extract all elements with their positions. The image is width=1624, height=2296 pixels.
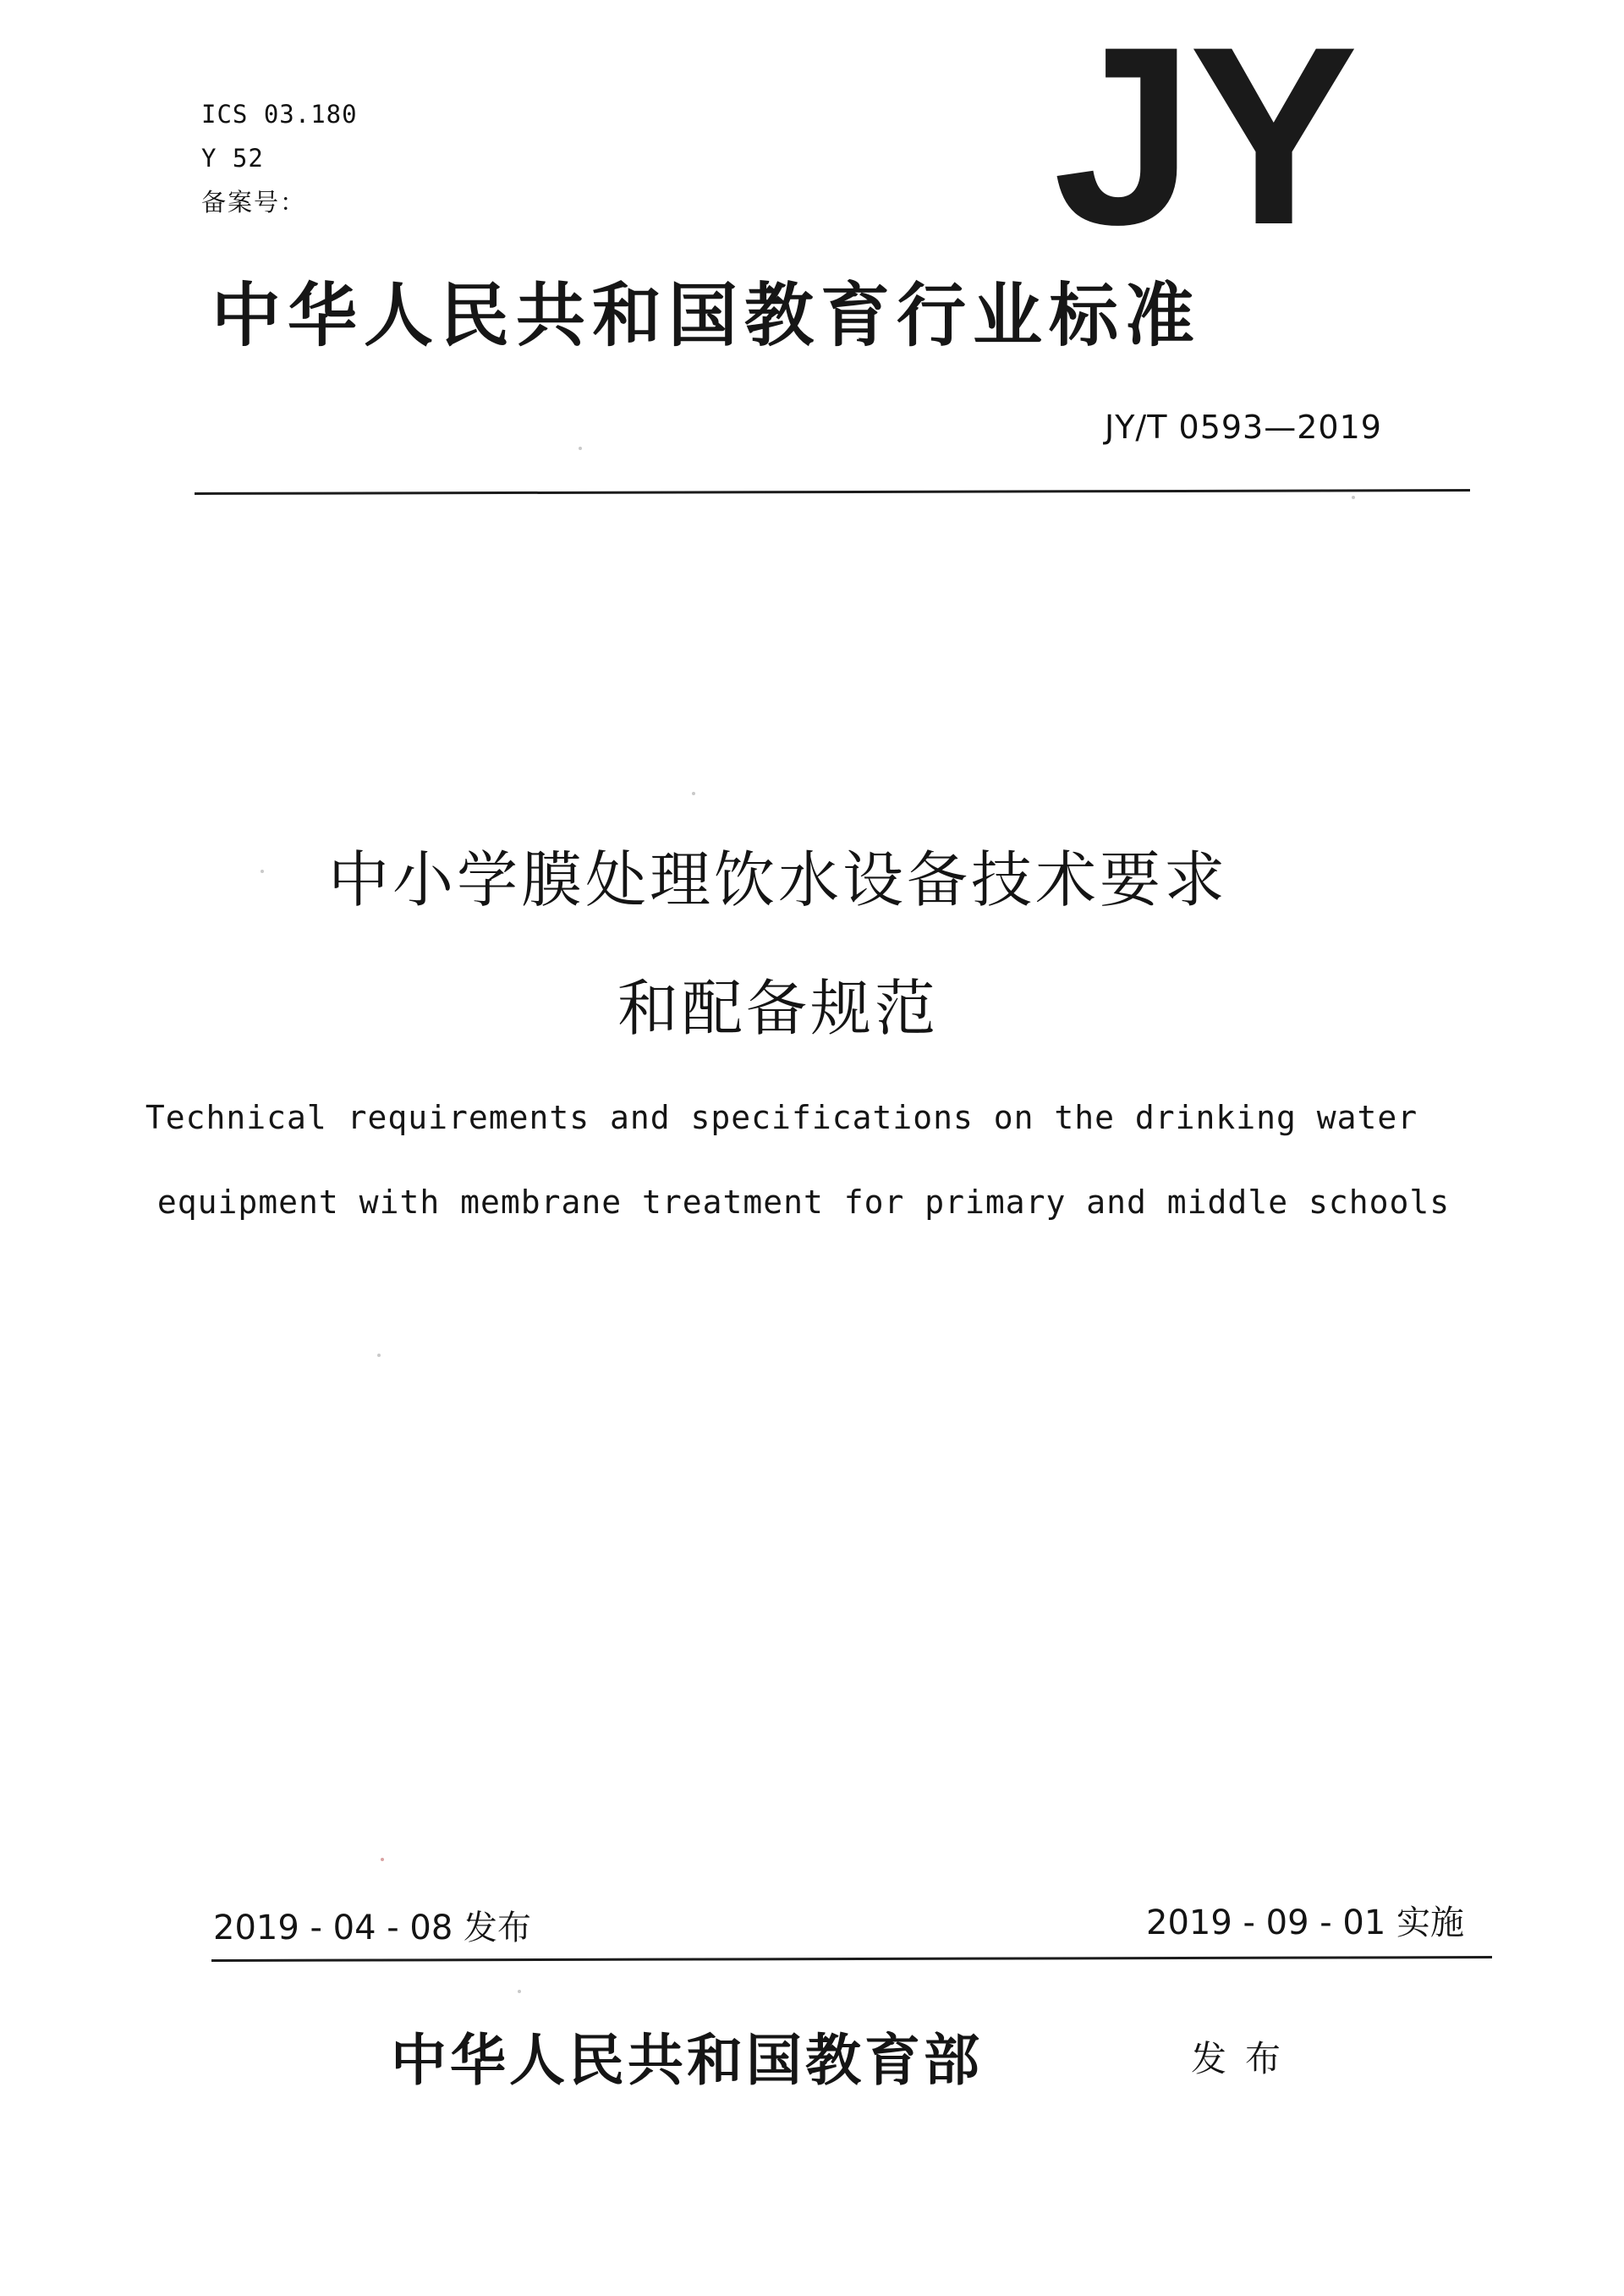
scan-speck	[579, 447, 582, 450]
standard-type-heading: 中华人民共和国教育行业标准	[211, 275, 1202, 356]
filing-number-label: 备案号：	[201, 188, 307, 217]
title-chinese-line-2: 和配备规范	[617, 973, 939, 1044]
title-english-line-1: Technical requirements and specifications on the drinking water	[145, 1099, 1418, 1136]
footer-divider	[211, 1956, 1492, 1962]
header-divider	[195, 489, 1470, 495]
jy-logo: JY	[1053, 0, 1353, 277]
title-english-line-2: equipment with membrane treatment for primary and middle schools	[156, 1184, 1451, 1221]
scan-speck	[261, 870, 264, 873]
scan-speck	[1352, 496, 1355, 499]
issuing-authority-suffix: 发布	[1191, 2038, 1300, 2079]
title-chinese-line-1: 中小学膜处理饮水设备技术要求	[327, 844, 1228, 915]
ics-code: ICS 03.180	[201, 100, 358, 129]
scan-speck	[377, 1354, 381, 1357]
scan-speck	[381, 1858, 384, 1861]
issue-date: 2019 - 04 - 08 发布	[213, 1909, 532, 1947]
issuing-authority: 中华人民共和国教育部	[391, 2027, 983, 2093]
scan-speck	[692, 792, 695, 795]
ccs-code: Y 52	[201, 144, 264, 173]
scan-speck	[518, 1990, 521, 1993]
standard-number: JY/T 0593—2019	[1105, 409, 1382, 446]
implementation-date: 2019 - 09 - 01 实施	[1146, 1903, 1465, 1942]
